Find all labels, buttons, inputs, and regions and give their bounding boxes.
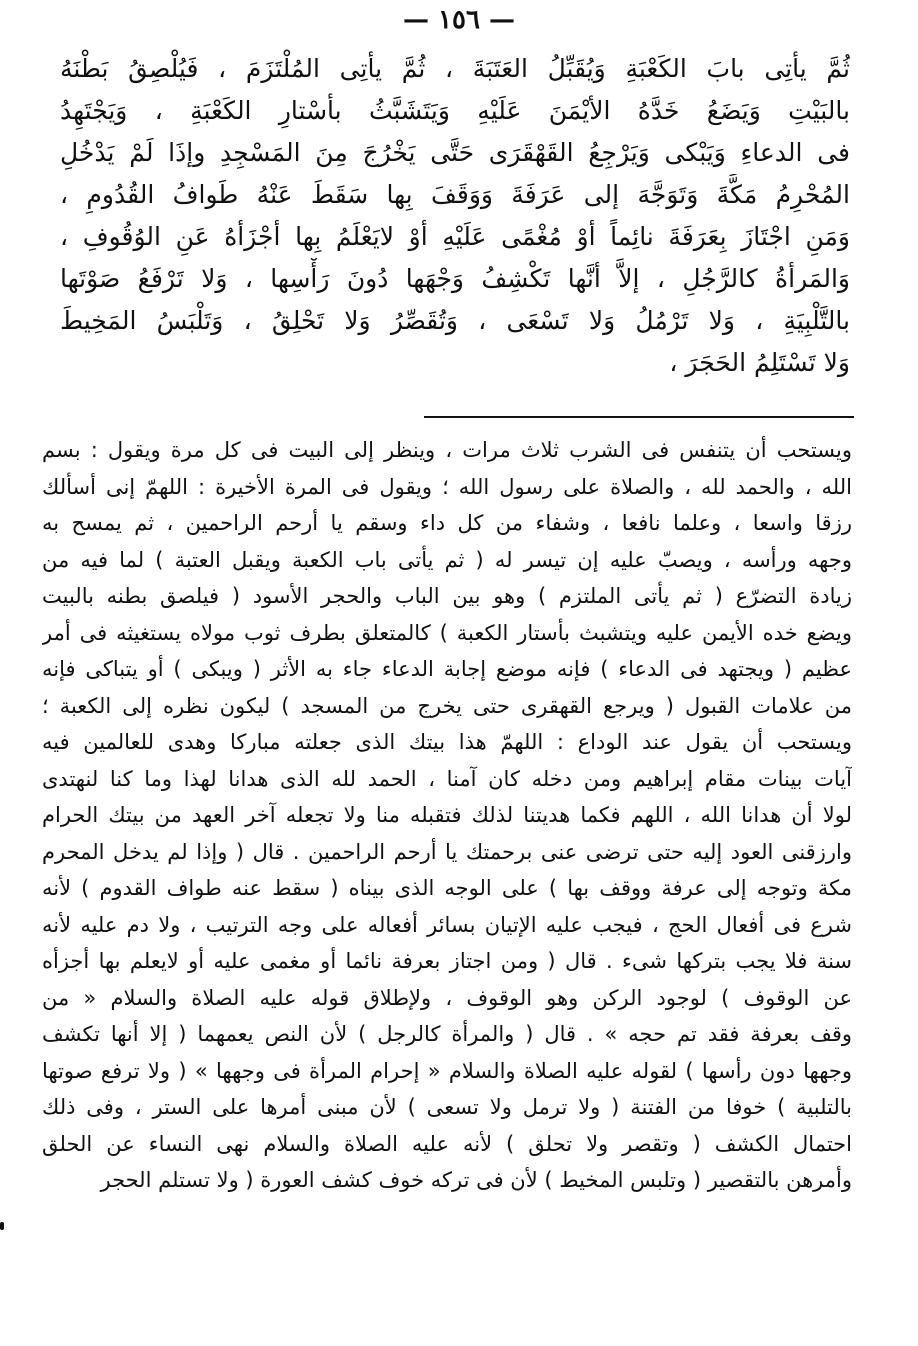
- main-text-line: وَلا تَسْتَلِمُ الحَجَرَ ،: [669, 348, 850, 377]
- commentary-line: ويستحب أن يقول عند الوداع : اللهمّ هذا بيتك الذى جعلته مباركا وهدى للعالمين فيه: [42, 730, 852, 754]
- commentary-block: [42, 432, 852, 1199]
- main-text-line: ثُمَّ يأتِى بابَ الكَعْبَةِ وَيُقَبِّلُ العَتَبَةَ ، ثُمَّ يأتِى المُلْتَزَمَ ، فَيُلْصِقُ بَطْنَهُ: [60, 54, 850, 83]
- commentary-line: سنة فلا يجب بتركها شىء . قال ( ومن اجتاز بعرفة نائما أو مغمى عليه أو لايعلم بها أجزأه: [42, 949, 852, 973]
- commentary-line: وجهها دون رأسها ) لقوله عليه الصلاة والسلام « إحرام المرأة فى وجهها » ( ولا ترفع صوتها: [42, 1058, 852, 1083]
- commentary-line: ويستحب أن يتنفس فى الشرب ثلاث مرات ، وينظر إلى البيت فى كل مرة ويقول : بسم: [42, 438, 852, 462]
- main-text-line: وَالمَرأةُ كالرَّجُلِ ، إلاَّ أنَّها تَكْشِفُ وَجْهَها دُونَ رَأْسِها ، وَلا تَرْفَعُ صَوْتَها: [60, 264, 850, 293]
- commentary-line: وجهه ورأسه ، ويصبّ عليه إن تيسر له ( ثم يأتى باب الكعبة ويقبل العتبة ) لما فيه من: [42, 547, 852, 572]
- commentary-line: لولا أن هدانا الله ، اللهم فكما هديتنا لذلك فتقبله منا ولا تجعله آخر العهد من بيتك الحرام: [42, 803, 852, 827]
- commentary-line: وقف بعرفة فقد تم حجه » . قال ( والمرأة كالرجل ) لأن النص يعمهما ( إلا أنها تكشف: [42, 1022, 852, 1046]
- commentary-line: وأمرهن بالتقصير ( وتلبس المخيط ) لأن فى تركه خوف كشف العورة ( ولا تستلم الحجر: [100, 1168, 852, 1192]
- main-text-line: بالتَّلْبِيَةِ ، وَلا تَرْمُلُ وَلا تَسْعَى ، وَتُقَصِّرُ وَلا تَحْلِقُ ، وَتَلْبَسُ المَخِيطَ: [60, 306, 850, 335]
- commentary-line: آيات بينات مقام إبراهيم ومن دخله كان آمنا ، الحمد لله الذى هدانا لهذا وما كنا لنهتدى: [42, 766, 852, 791]
- commentary-line: زيادة التضرّع ( ثم يأتى الملتزم ) وهو بين الباب والحجر الأسود ( فيلصق بطنه بالبيت: [42, 584, 852, 608]
- commentary-line: رزقا واسعا ، وعلما نافعا ، وشفاء من كل داء وسقم يا أرحم الراحمين ، ثم يمسح به: [42, 511, 852, 535]
- commentary-line: عظيم ( ويجتهد فى الدعاء ) فإنه موضع إجابة الدعاء جاء به الأثر ( ويبكى ) أو يتباكى فإنه: [42, 657, 852, 681]
- commentary-line: الله ، والحمد لله ، والصلاة على رسول الله ؛ ويقول فى المرة الأخيرة : اللهمّ إنى أسألك: [42, 474, 852, 499]
- scan-speck: [0, 1222, 4, 1230]
- commentary-line: شرع فى أفعال الحج ، فيجب عليه الإتيان بسائر أفعاله على وجه الترتيب ، ولا دم عليه لأنه: [42, 912, 852, 937]
- commentary-line: وارزقنى العود إليه حتى ترضى عنى برحمتك يا أرحم الراحمين . قال ( وإذا لم يدخل المحرم: [42, 839, 852, 864]
- commentary-line: ويضع خده الأيمن عليه ويتشبث بأستار الكعبة ) كالمتعلق بطرف ثوب مولاه يستغيثه فى أمر: [42, 620, 852, 645]
- section-divider: [424, 416, 854, 418]
- commentary-line: احتمال الكشف ( وتقصر ولا تحلق ) لأنه عليه الصلاة والسلام نهى النساء عن الحلق: [42, 1131, 852, 1156]
- main-text-line: وَمَنِ اجْتَازَ بِعَرَفَةَ نائِماً أوْ مُغْمًى عَلَيْهِ أوْ لايَعْلَمُ بِها أجْزَأهُ عَنِ الوُقُوفِ ،: [60, 222, 850, 251]
- commentary-line: مكة وتوجه إلى عرفة ووقف بها ) على الوجه الذى بيناه ( سقط عنه طواف القدوم ) لأنه: [42, 876, 852, 900]
- page-number: — ١٥٦ —: [402, 5, 516, 35]
- commentary-line: من علامات القبول ( ويرجع القهقرى حتى يخرج من المسجد ) ليكون نظره إلى الكعبة ؛: [42, 693, 852, 718]
- main-text-line: المُحْرِمُ مَكَّةَ وَتَوَجَّهَ إلى عَرَفَةَ وَوَقَفَ بِها سَقَطَ عَنْهُ طَوافُ القُدُومِ ،: [60, 180, 850, 209]
- main-text-line: فى الدعاءِ وَيَبْكى وَيَرْجِعُ القَهْقَرَى حَتَّى يَخْرُجَ مِنَ المَسْجِدِ وإذَا لَمْ يَدْخُلِ: [60, 138, 850, 167]
- commentary-line: بالتلبية ) خوفا من الفتنة ( ولا ترمل ولا تسعى ) لأن مبنى أمرها على الستر ، وفى ذلك: [42, 1095, 852, 1119]
- main-text-block: [60, 48, 850, 384]
- commentary-line: عن الوقوف ) لوجود الركن وهو الوقوف ، ولإطلاق قوله عليه الصلاة والسلام « من: [42, 985, 852, 1010]
- main-text-line: بالبَيْتِ وَيَضَعُ خَدَّهُ الأيْمَنَ عَلَيْهِ وَيَتَشَبَّثُ بأسْتارِ الكَعْبَةِ ، وَيَجْتَهِدُ: [60, 96, 850, 125]
